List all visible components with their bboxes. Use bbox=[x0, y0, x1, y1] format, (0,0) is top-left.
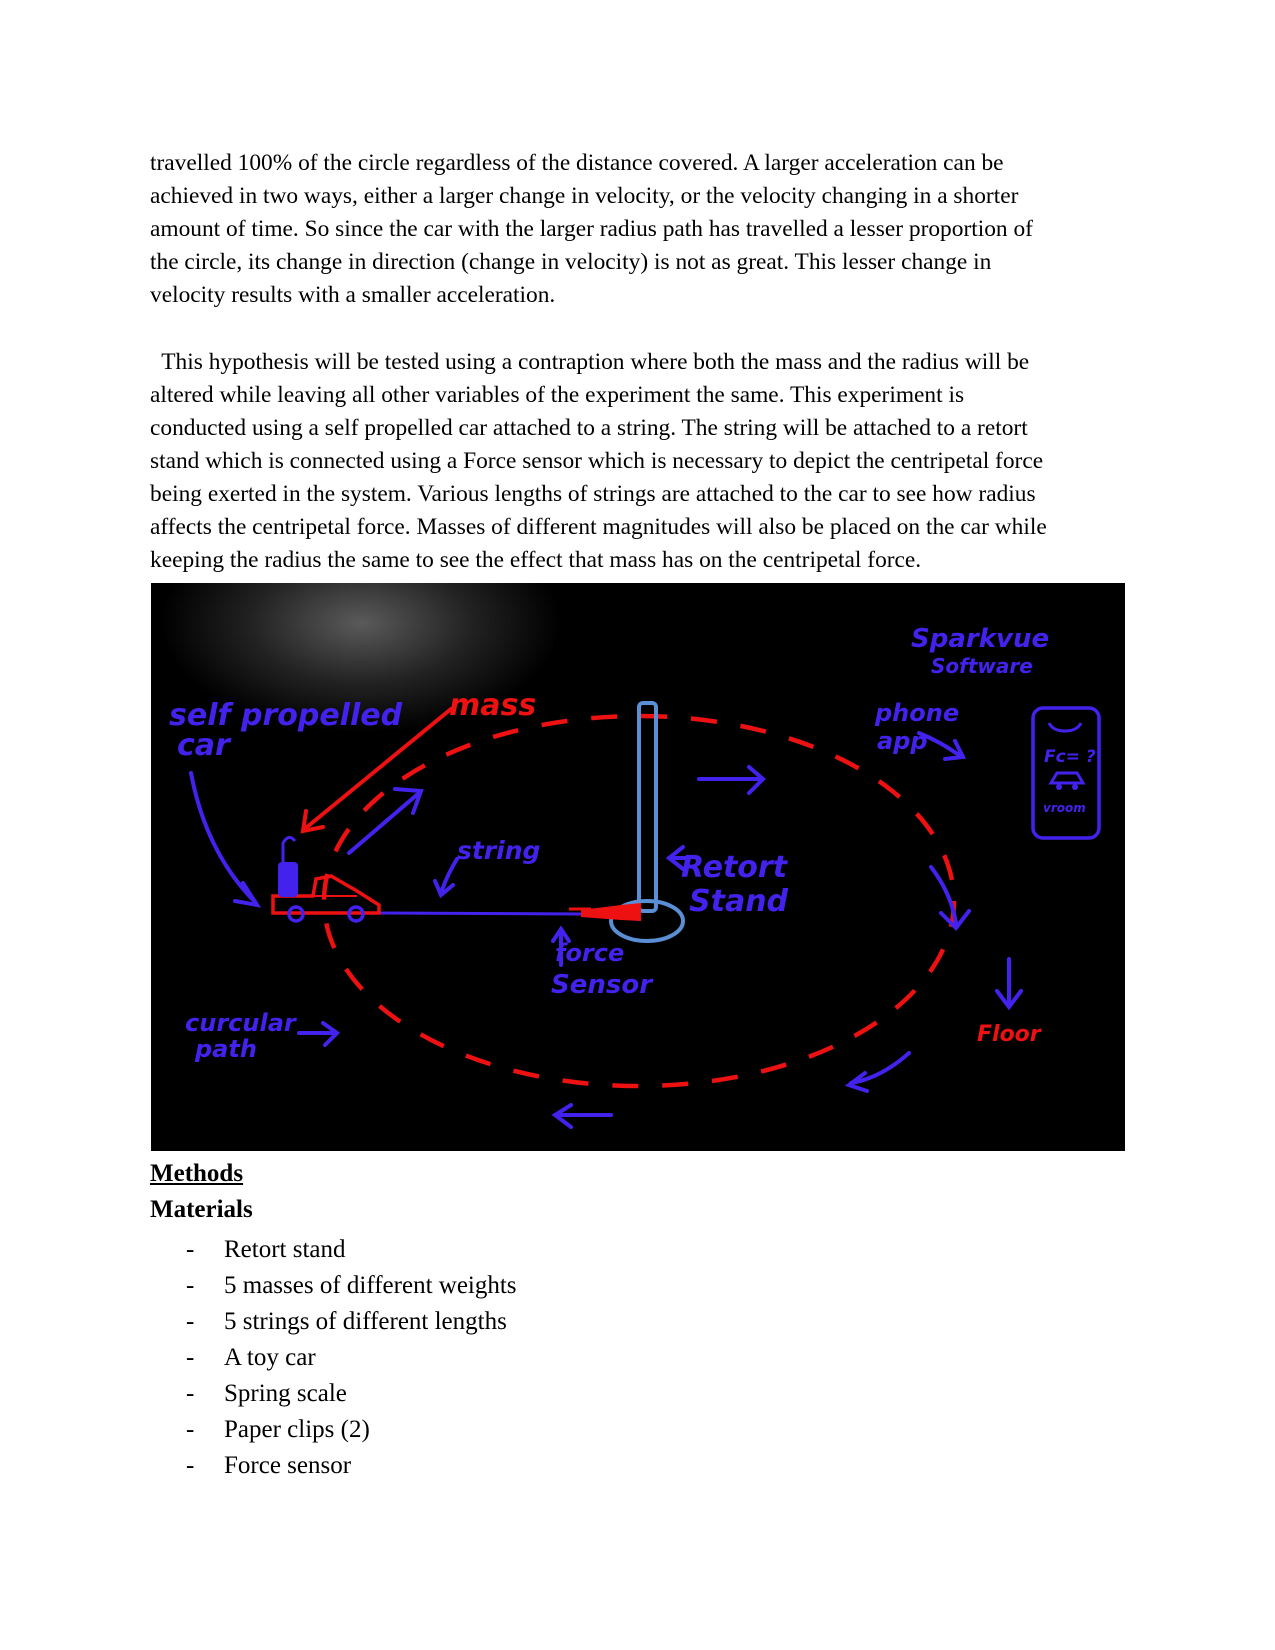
label-software: Software bbox=[931, 654, 1033, 678]
list-bullet: - bbox=[186, 1380, 195, 1407]
list-item-text: 5 strings of different lengths bbox=[224, 1308, 507, 1335]
text-line: velocity results with a smaller acceleration. bbox=[150, 282, 556, 308]
list-item-text: A toy car bbox=[224, 1344, 316, 1371]
list-item bbox=[186, 1232, 517, 1268]
text-line: travelled 100% of the circle regardless of the distance covered. A larger acceleration can be bbox=[150, 150, 1004, 176]
list-bullet: - bbox=[186, 1236, 195, 1263]
materials-list bbox=[186, 1232, 517, 1484]
text-line: stand which is connected using a Force sensor which is necessary to depict the centripetal force bbox=[150, 448, 1044, 474]
text-line: affects the centripetal force. Masses of different magnitudes will also be placed on the car while bbox=[150, 514, 1047, 540]
label-phone: phone bbox=[875, 699, 960, 727]
materials-heading: Materials bbox=[150, 1196, 253, 1223]
text-line: keeping the radius the same to see the effect that mass has on the centripetal force. bbox=[150, 547, 922, 573]
label-self-propelled: self propelled bbox=[169, 698, 403, 733]
label-path: path bbox=[195, 1035, 257, 1063]
diagram-canvas bbox=[151, 583, 1125, 1151]
label-stand: Stand bbox=[689, 884, 789, 919]
list-bullet: - bbox=[186, 1416, 195, 1443]
label-app: app bbox=[877, 727, 928, 755]
list-item-text: 5 masses of different weights bbox=[224, 1272, 517, 1299]
text-line: the circle, its change in direction (change in velocity) is not as great. This lesser change in bbox=[150, 249, 992, 275]
label-fc: Fc= ? bbox=[1044, 747, 1096, 767]
list-bullet: - bbox=[186, 1452, 195, 1479]
mass-block bbox=[278, 862, 298, 897]
list-item-text: Retort stand bbox=[224, 1236, 346, 1263]
list-bullet: - bbox=[186, 1308, 195, 1335]
experiment-diagram bbox=[151, 583, 1125, 1151]
text-line: being exerted in the system. Various lengths of strings are attached to the car to see how radius bbox=[150, 481, 1036, 507]
list-item bbox=[186, 1448, 517, 1484]
paragraph-acceleration bbox=[150, 147, 1130, 312]
label-circular: curcular bbox=[185, 1009, 296, 1037]
list-item bbox=[186, 1376, 517, 1412]
label-mass: mass bbox=[449, 688, 537, 723]
text-line: achieved in two ways, either a larger change in velocity, or the velocity changing in a shorter bbox=[150, 183, 1019, 209]
label-sensor: Sensor bbox=[551, 970, 653, 1000]
list-item bbox=[186, 1268, 517, 1304]
label-sparkvue: Sparkvue bbox=[911, 624, 1050, 654]
text-line: altered while leaving all other variables of the experiment the same. This experiment is bbox=[150, 382, 965, 408]
list-item bbox=[186, 1304, 517, 1340]
list-bullet: - bbox=[186, 1272, 195, 1299]
list-item bbox=[186, 1412, 517, 1448]
label-string: string bbox=[457, 836, 541, 865]
label-car: car bbox=[177, 728, 230, 763]
list-item bbox=[186, 1340, 517, 1376]
methods-heading: Methods bbox=[150, 1160, 244, 1187]
paragraph-hypothesis bbox=[150, 346, 1130, 577]
label-retort: Retort bbox=[681, 850, 788, 885]
string-line bbox=[379, 913, 581, 914]
label-floor: Floor bbox=[977, 1022, 1041, 1047]
list-item-text: Paper clips (2) bbox=[224, 1416, 370, 1443]
list-item-text: Force sensor bbox=[224, 1452, 352, 1479]
text-line: This hypothesis will be tested using a contraption where both the mass and the radius will be bbox=[150, 349, 1030, 375]
list-bullet: - bbox=[186, 1344, 195, 1371]
text-line: amount of time. So since the car with the larger radius path has travelled a lesser proportion of bbox=[150, 216, 1033, 242]
list-item-text: Spring scale bbox=[224, 1380, 347, 1407]
label-vroom: vroom bbox=[1043, 801, 1086, 815]
text-line: conducted using a self propelled car attached to a string. The string will be attached to a retort bbox=[150, 415, 1028, 441]
label-force: force bbox=[555, 939, 625, 967]
